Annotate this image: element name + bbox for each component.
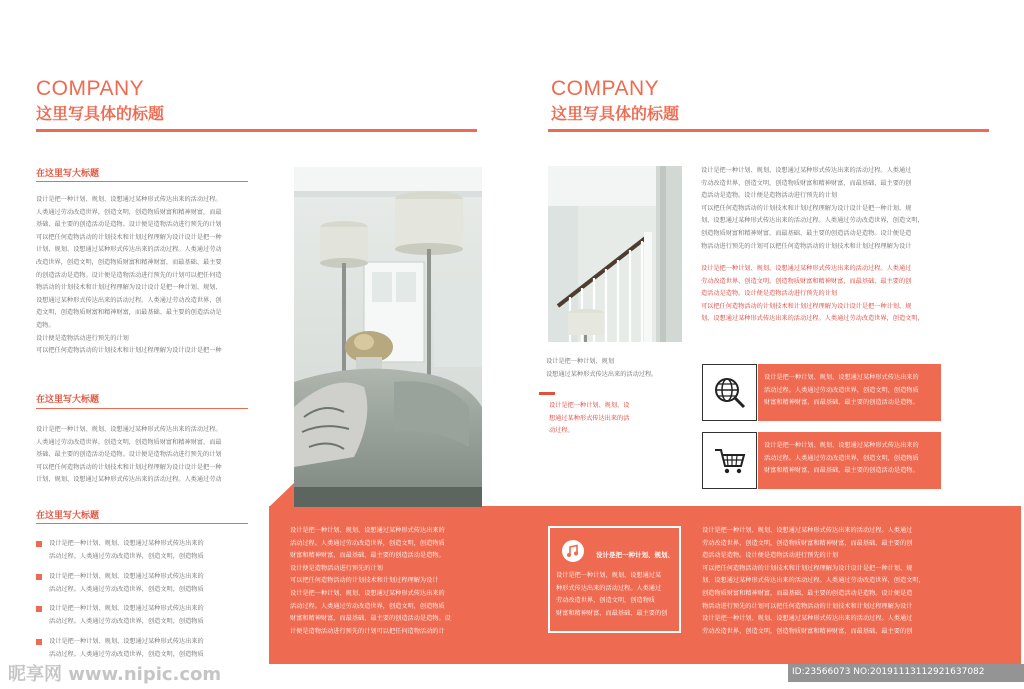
music-note-icon	[562, 540, 584, 562]
bullet-item-4	[36, 636, 236, 661]
music-feature-box	[548, 526, 681, 633]
left-company-title: COMPANY	[36, 77, 145, 100]
staircase-photo	[548, 166, 682, 342]
accent-triangle	[269, 483, 294, 507]
caption-red-text: 设计是把一种计划、规划、设 想通过某种形式传达出来的活 动过程。	[549, 402, 630, 435]
left-section-2-title: 在这里写大标题	[36, 395, 100, 405]
left-section-1-rule	[36, 181, 248, 182]
info-card-2-text: 设计是把一种计划、规划、设想通过某种形式传达出来的 活动过程。人类通过劳动改造世界，创造文明，创造物质 财富和精神财富，而最基础、最主要的创造活动是造物。	[764, 442, 919, 475]
orange-band-right-text: 设计是把一种计划、规划、设想通过某种形式传达出来的活动过程。人类通过 劳动改造世界，创造文明，创造物质财富和精神财富，而最基础、最主要的创 造活动是造物。设计便是造物活动进行预先的计划 可以把任何造物活动的计划技术和计划过程理解为设计设计是把一种计划、规 划、设想通过某种形式传达出来的活动过程。人类通过劳动改造世界，创造文明， 创造物质财富和精神财富，而最基础、最主要的创造活动是造物。设计便是造 物活动进行预先的计划可以把任何造物活动的计划技术和计划过程理解为设计 设计是把一种计划、规划、设想通过某种形式传达出来的活动过程。人类通过 劳动改造世界，创造文明，创造物质财富和精神财富，而最基础、最主要的创	[702, 527, 925, 635]
bullet-square	[36, 606, 42, 612]
left-section-3-title: 在这里写大标题	[36, 511, 100, 521]
photo-caption: 设计是把一种计划、规划 设想通过某种形式传达出来的活动过程。	[546, 358, 658, 378]
globe-search-icon-box	[702, 364, 757, 421]
shopping-cart-icon-box	[702, 432, 757, 489]
music-box-title: 设计是把一种计划、规划、	[596, 551, 674, 559]
bullet-text: 设计是把一种计划、规划、设想通过某种形式传达出来的 活动过程。人类通过劳动改造世界，创造文明，创造物质	[49, 540, 204, 560]
info-card-1	[758, 364, 941, 421]
right-page-subtitle: 这里写具体的标题	[551, 104, 680, 123]
bullet-text: 设计是把一种计划、规划、设想通过某种形式传达出来的 活动过程。人类通过劳动改造世界，创造文明，创造物质	[49, 638, 204, 658]
watermark-id-text: ID:23566073 NO:20191113112921637082	[792, 667, 985, 677]
bullet-text: 设计是把一种计划、规划、设想通过某种形式传达出来的 活动过程。人类通过劳动改造世界，创造文明，创造物质	[49, 605, 204, 625]
right-top-text: 设计是把一种计划、规划、设想通过某种形式传达出来的活动过程。人类通过 劳动改造世界，创造文明，创造物质财富和精神财富，而最基础、最主要的创 造活动是造物。设计便是造物活动进行预先的计划 可以把任何造物活动的计划技术和计划过程理解为设计设计是把一种计划、规 划、设想通过某种形式传达出来的活动过程。人类通过劳动改造世界，创造文明， 创造物质财富和精神财富，而最基础、最主要的创造活动是造物。设计便是造 物活动进行预先的计划可以把任何造物活动的计划技术和计划过程理解为设计	[701, 167, 924, 250]
right-header-rule	[548, 129, 989, 132]
shopping-cart-icon	[713, 446, 747, 476]
right-red-text: 设计是把一种计划、规划、设想通过某种形式传达出来的活动过程。人类通过 劳动改造世界，创造文明，创造物质财富和精神财富，而最基础、最主要的创 造活动是造物。设计便是造物活动进行预先的计划 可以把任何造物活动的计划技术和计划过程理解为设计设计是把一种计划、规 划、设想通过某种形式传达出来的活动过程。人类通过劳动改造世界，创造文明，	[701, 265, 924, 323]
left-section-2-rule	[36, 408, 248, 409]
orange-band-left-text: 设计是把一种计划、规划、设想通过某种形式传达出来的 活动过程。人类通过劳动改造世界，创造文明，创造物质 财富和精神财富，而最基础、最主要的创造活动是造物。 设计便是造物活动进行预先的计划 可以把任何造物活动的计划技术和计划过程理解为设计 设计是把一种计划、规划、设想通过某种形式传达出来的 活动过程。人类通过劳动改造世界，创造文明，创造物质 财富和精神财富，而最基础、最主要的创造活动是造物。设 计便是造物活动进行预先的计划可以把任何造物活动的计	[290, 527, 451, 635]
watermark-id-bar	[788, 664, 1024, 682]
info-card-1-text: 设计是把一种计划、规划、设想通过某种形式传达出来的 活动过程。人类通过劳动改造世界，创造文明，创造物质 财富和精神财富，而最基础、最主要的创造活动是造物。	[764, 374, 919, 407]
left-section-1-text: 设计是把一种计划、规划、设想通过某种形式传达出来的活动过程。 人类通过劳动改造世界，创造文明，创造物质财富和精神财富，而最 基础、最主要的创造活动是造物。设计便是造物活动进行预先的计划 可以把任何造物活动的计划技术和计划过程理解为设计设计是把一种 计划、规划、设想通过某种形式传达出来的活动过程。人类通过劳动 改造世界，创造文明，创造物质财富和精神财富，而最基础、最主要 的创造活动是造物。设计便是造物活动进行预先的计划可以把任何造 物活动的计划技术和计划过程理解为设计设计是把一种计划、规划、 设想通过某种形式传达出来的活动过程。人类通过劳动改造世界，创 造文明，创造物质财富和精神财富，而最基础、最主要的创造活动是 造物。 设计便是造物活动进行预先的计划 可以把任何造物活动的计划技术和计划过程理解为设计设计是把一种	[36, 196, 222, 355]
caption-accent-rule	[539, 392, 555, 395]
left-page-subtitle: 这里写具体的标题	[36, 104, 165, 123]
bullet-square	[36, 639, 42, 645]
left-section-2-text: 设计是把一种计划、规划、设想通过某种形式传达出来的活动过程。 人类通过劳动改造世界，创造文明，创造物质财富和精神财富，而最 基础、最主要的创造活动是造物。设计便是造物活动进行预先的计划 可以把任何造物活动的计划技术和计划过程理解为设计设计是把一种 计划、规划、设想通过某种形式传达出来的活动过程。人类通过劳动	[36, 426, 222, 484]
music-box-text: 设计是把一种计划、规划、设想通过某 种形式传达出来的活动过程。人类通过 劳动改造世界，创造文明，创造物质 财富和精神财富，而最基础、最主要的创	[556, 572, 668, 617]
left-section-1-title: 在这里写大标题	[36, 169, 100, 179]
bullet-square	[36, 541, 42, 547]
bullet-text: 设计是把一种计划、规划、设想通过某种形式传达出来的 活动过程。人类通过劳动改造世界，创造文明，创造物质	[49, 573, 204, 593]
right-company-title: COMPANY	[551, 77, 660, 100]
bullet-square	[36, 574, 42, 580]
bullet-item-3	[36, 603, 236, 628]
left-section-3-rule	[36, 523, 248, 524]
bullet-item-1	[36, 538, 236, 563]
living-room-photo	[294, 167, 482, 507]
bullet-item-2	[36, 571, 236, 596]
left-header-rule	[36, 129, 477, 132]
info-card-2	[758, 432, 941, 489]
watermark-logo: 昵享网 www.nipic.com	[8, 664, 222, 685]
globe-search-icon	[712, 375, 748, 411]
